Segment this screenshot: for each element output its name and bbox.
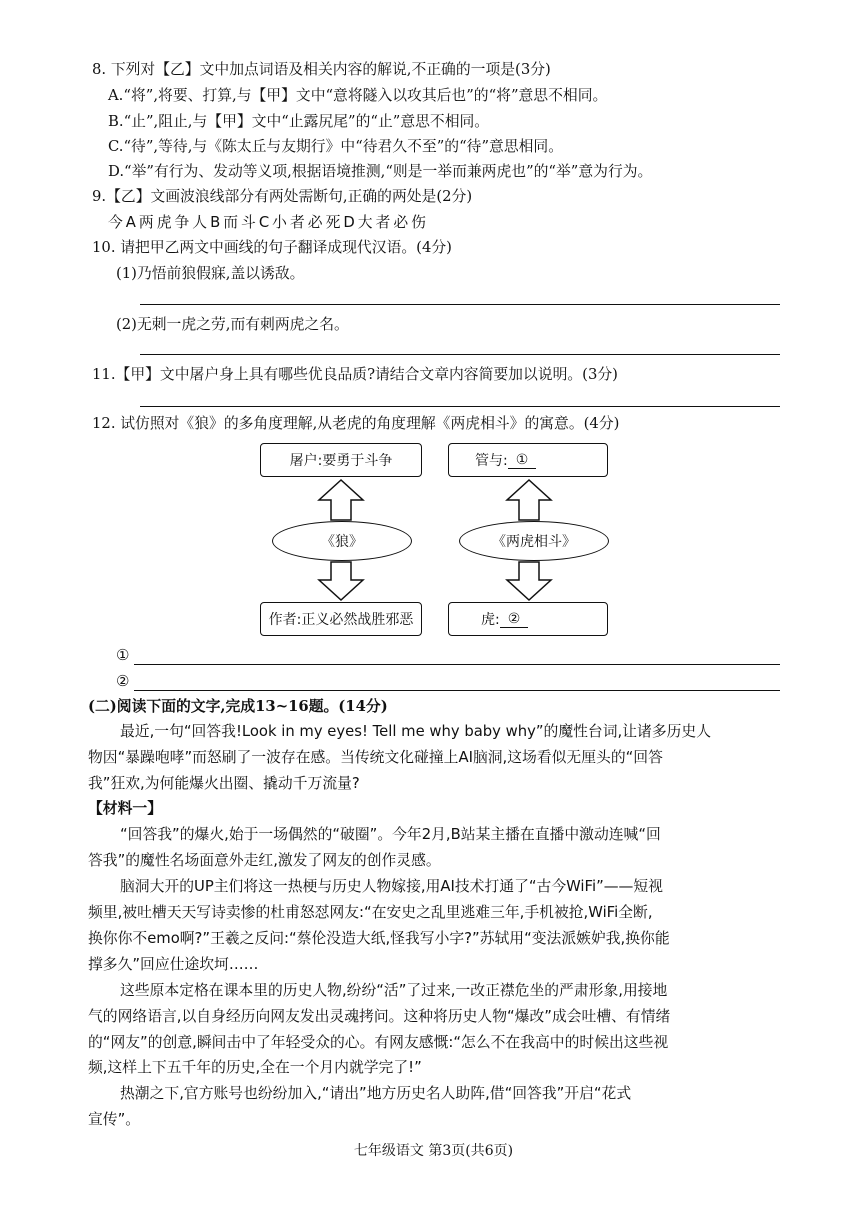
paragraph-1-line-1: “回答我”的爆火,始于一场偶然的“破圈”。今年2月,B站某主播在直播中激动连喊“回	[120, 826, 661, 843]
paragraph-2-line-1: 脑洞大开的UP主们将这一热梗与历史人物嫁接,用AI技术打通了“古今WiFi”——短视	[120, 878, 663, 895]
answer-line	[134, 690, 780, 691]
diagram-ellipse-wolf	[272, 521, 412, 561]
diagram-ellipse-tigers-label: 《两虎相斗》	[492, 534, 576, 550]
diagram-box-tiger	[448, 602, 608, 636]
section-2-heading: (二)阅读下面的文字,完成13~16题。(14分)	[88, 698, 388, 715]
diagram-ellipse-tigers	[459, 521, 609, 561]
q12-answer-1-marker: ①	[116, 647, 130, 664]
intro-line-3: 我”狂欢,为何能爆火出圈、撬动千万流量?	[88, 775, 360, 792]
q8-option-c: C.“待”,等待,与《陈太丘与友期行》中“待君久不至”的“待”意思相同。	[108, 138, 564, 155]
q9-text: 今A两虎争人B而斗C小者必死D大者必伤	[108, 214, 429, 231]
q9-stem: 9.【乙】文画波浪线部分有两处需断句,正确的两处是(2分)	[92, 188, 473, 205]
up-arrow-icon	[319, 480, 363, 520]
blank-1: ①	[508, 452, 537, 469]
diagram-box-butcher-label: 屠户:要勇于斗争	[289, 453, 393, 469]
intro-line-1: 最近,一句“回答我!Look in my eyes! Tell me why baby why”的魔性台词,让诸多历史人	[120, 723, 712, 740]
q10-stem: 10. 请把甲乙两文中画线的句子翻译成现代汉语。(4分)	[92, 239, 452, 256]
paragraph-2-line-2: 频里,被吐槽天天写诗卖惨的杜甫怒怼网友:“在安史之乱里逃难三年,手机被抢,WiFi全断,	[88, 904, 653, 921]
up-arrow-icon	[507, 480, 551, 520]
down-arrow-icon	[319, 562, 363, 600]
paragraph-3-line-1: 这些原本定格在课本里的历史人物,纷纷“活”了过来,一改正襟危坐的严肃形象,用接地	[120, 982, 668, 999]
q10-sentence-2: (2)无刺一虎之劳,而有刺两虎之名。	[116, 316, 349, 333]
paragraph-1-line-2: 答我”的魔性名场面意外走红,激发了网友的创作灵感。	[88, 852, 441, 869]
material-1-label: 【材料一】	[88, 800, 162, 817]
paragraph-3-line-4: 频,这样上下五千年的历史,全在一个月内就学完了!”	[88, 1059, 422, 1076]
q11-stem: 11.【甲】文中屠户身上具有哪些优良品质?请结合文章内容简要加以说明。(3分)	[92, 366, 618, 383]
diagram-box-author	[260, 602, 422, 636]
diagram-box-guanyu-label: 管与:	[475, 453, 508, 469]
q8-option-b: B.“止”,阻止,与【甲】文中“止露尻尾”的“止”意思不相同。	[108, 113, 490, 130]
paragraph-4-line-2: 宣传”。	[88, 1111, 141, 1128]
intro-line-2: 物因“暴躁咆哮”而怒刷了一波存在感。当传统文化碰撞上AI脑洞,这场看似无厘头的“回答	[88, 749, 663, 766]
q12-stem: 12. 试仿照对《狼》的多角度理解,从老虎的角度理解《两虎相斗》的寓意。(4分)	[92, 415, 620, 432]
q12-answer-2-marker: ②	[116, 673, 130, 690]
q10-sentence-1: (1)乃悟前狼假寐,盖以诱敌。	[116, 265, 305, 282]
q8-option-d: D.“举”有行为、发动等义项,根据语境推测,“则是一举而兼两虎也”的“举”意为行为。	[108, 163, 653, 180]
paragraph-3-line-3: 的“网友”的创意,瞬间击中了年轻受众的心。有网友感慨:“怎么不在我高中的时候出这些视	[88, 1034, 669, 1051]
q8-stem: 8. 下列对【乙】文中加点词语及相关内容的解说,不正确的一项是(3分)	[92, 61, 551, 78]
paragraph-2-line-3: 换你你不emo啊?”王羲之反问:“蔡伦没造大纸,怪我写小字?”苏轼用“变法派嫉妒我,换你能	[88, 930, 670, 947]
down-arrow-icon	[507, 562, 551, 600]
q8-option-a: A.“将”,将要、打算,与【甲】文中“意将隧入以攻其后也”的“将”意思不相同。	[108, 87, 608, 104]
paragraph-2-line-4: 撑多久”回应仕途坎坷……	[88, 956, 259, 973]
blank-2: ②	[500, 611, 529, 628]
paragraph-3-line-2: 气的网络语言,以自身经历向网友发出灵魂拷问。这种将历史人物“爆改”成会吐槽、有情绪	[88, 1008, 671, 1025]
paragraph-4-line-1: 热潮之下,官方账号也纷纷加入,“请出”地方历史名人助阵,借“回答我”开启“花式	[120, 1085, 632, 1102]
diagram-box-tiger-label: 虎:	[481, 612, 500, 628]
answer-line	[134, 664, 780, 665]
diagram-ellipse-wolf-label: 《狼》	[321, 534, 363, 550]
diagram-box-author-label: 作者:正义必然战胜邪恶	[268, 612, 414, 628]
page-footer: 七年级语文 第3页(共6页)	[353, 1143, 514, 1159]
